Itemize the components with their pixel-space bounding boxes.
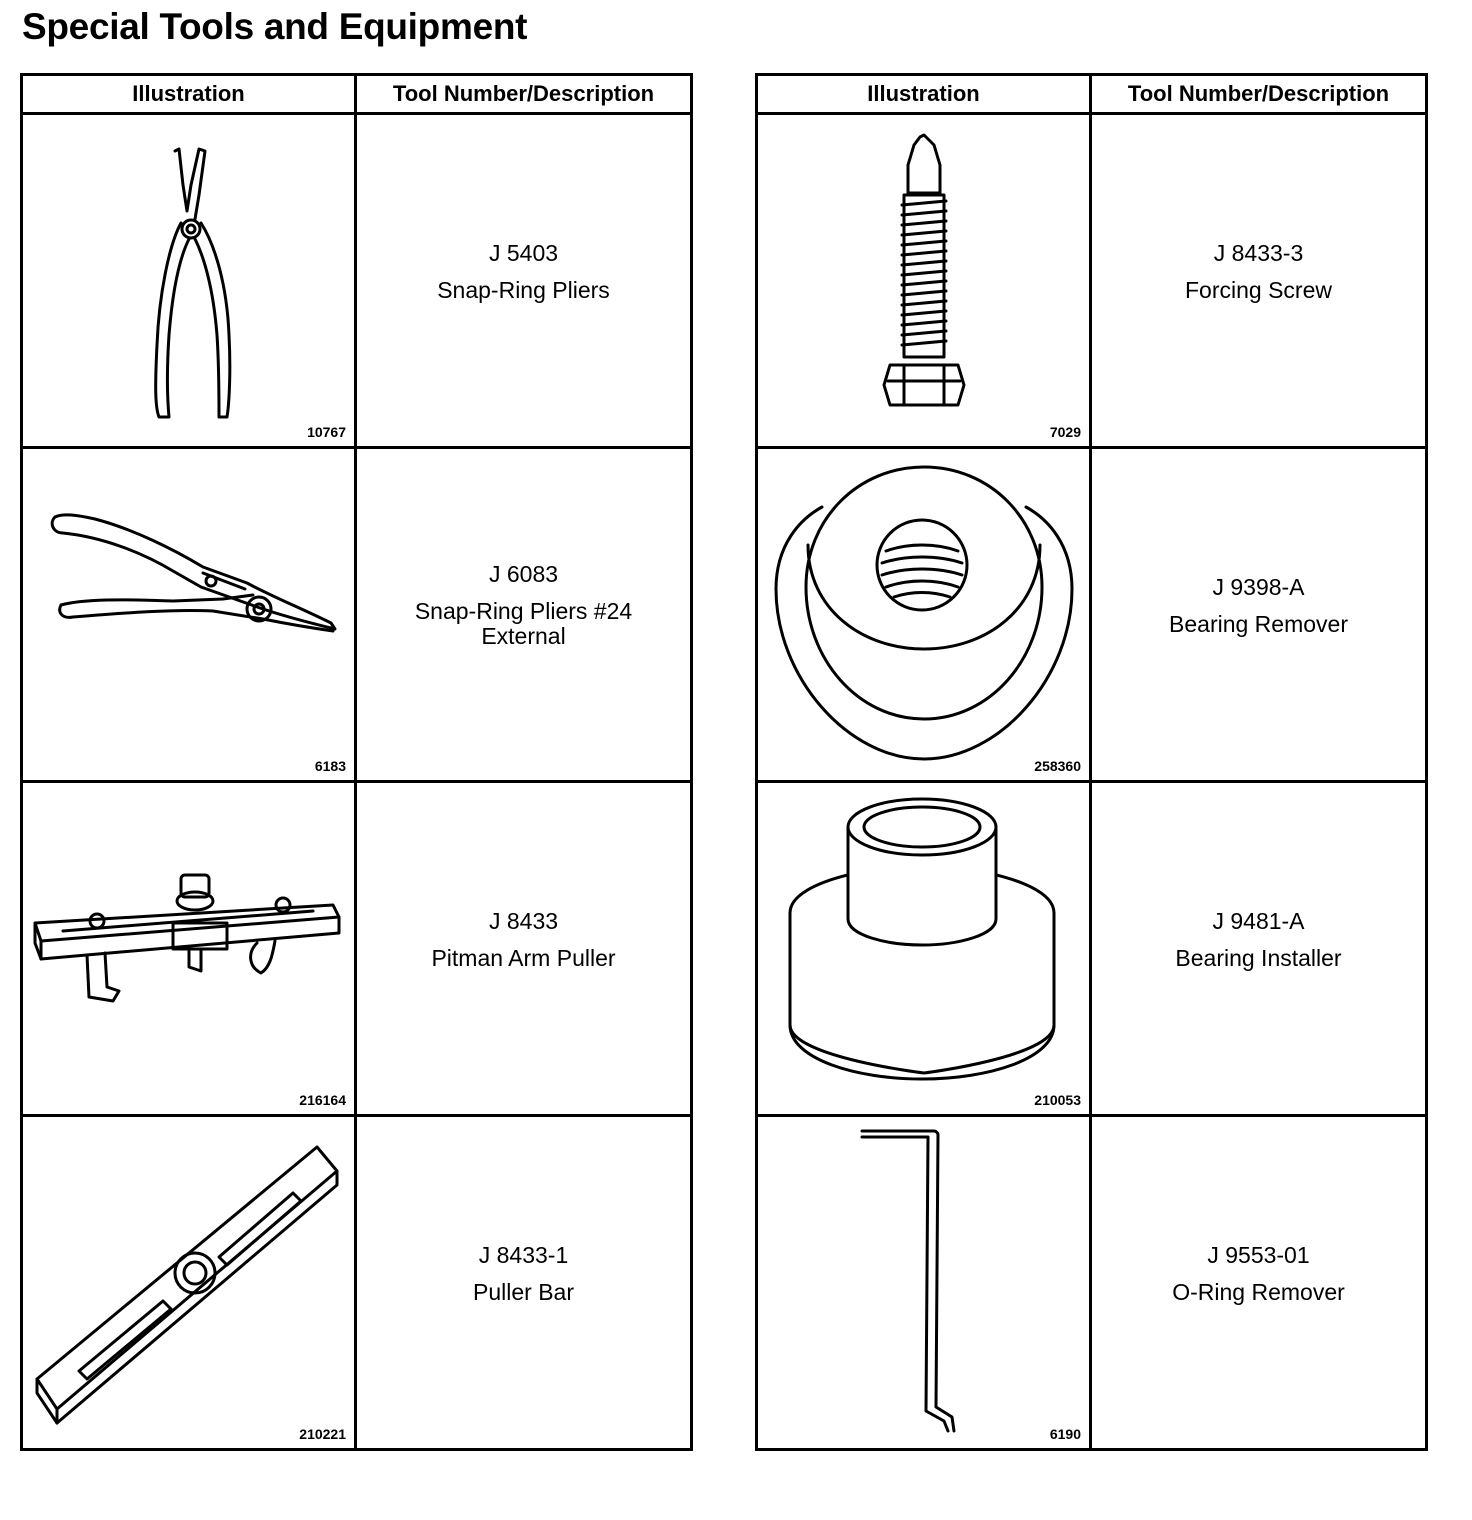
description-cell xyxy=(356,448,692,782)
description-header: Tool Number/Description xyxy=(356,75,692,114)
snap-ring-pliers-external-icon xyxy=(23,449,353,779)
tool-description: O-Ring Remover xyxy=(1172,1278,1345,1305)
tool-description-line2: External xyxy=(481,622,566,649)
figure-number: 210053 xyxy=(1034,1092,1081,1108)
table-row xyxy=(757,114,1427,448)
tools-table-right xyxy=(755,73,1428,1451)
table-row xyxy=(757,1116,1427,1450)
illustration-header: Illustration xyxy=(22,75,356,114)
illustration-cell xyxy=(757,114,1091,448)
table-row xyxy=(22,782,692,1116)
figure-number: 210221 xyxy=(299,1426,346,1442)
description-cell xyxy=(1091,114,1427,448)
description-cell xyxy=(1091,782,1427,1116)
illustration-cell xyxy=(22,114,356,448)
illustration-header: Illustration xyxy=(757,75,1091,114)
puller-bar-icon xyxy=(23,1117,353,1447)
tool-description: Pitman Arm Puller xyxy=(431,944,616,971)
illustration-cell xyxy=(757,1116,1091,1450)
tool-number: J 5403 xyxy=(488,239,559,266)
description-cell xyxy=(1091,448,1427,782)
table-row xyxy=(22,1116,692,1450)
table-header-row xyxy=(22,75,692,114)
tool-description: Snap-Ring Pliers xyxy=(437,276,610,303)
figure-number: 10767 xyxy=(307,424,346,440)
page-title: Special Tools and Equipment xyxy=(22,6,528,47)
bearing-remover-icon xyxy=(758,449,1088,779)
tool-description: Puller Bar xyxy=(473,1278,574,1305)
description-cell xyxy=(1091,1116,1427,1450)
illustration-cell xyxy=(757,782,1091,1116)
tool-number: J 8433-1 xyxy=(478,1241,569,1268)
tool-description: Bearing Remover xyxy=(1169,610,1348,637)
table-row xyxy=(757,782,1427,1116)
illustration-cell xyxy=(22,1116,356,1450)
snap-ring-pliers-icon xyxy=(23,115,353,445)
figure-number: 6190 xyxy=(1049,1426,1081,1442)
figure-number: 7029 xyxy=(1049,424,1081,440)
bearing-installer-icon xyxy=(758,783,1088,1113)
description-cell xyxy=(356,1116,692,1450)
tool-number: J 8433 xyxy=(488,907,559,934)
pitman-arm-puller-icon xyxy=(23,783,353,1113)
figure-number: 258360 xyxy=(1034,758,1081,774)
tools-table-left xyxy=(20,73,693,1451)
figure-number: 216164 xyxy=(299,1092,346,1108)
table-row xyxy=(22,114,692,448)
table-header-row xyxy=(757,75,1427,114)
illustration-cell xyxy=(757,448,1091,782)
o-ring-remover-icon xyxy=(758,1117,1088,1447)
description-cell xyxy=(356,114,692,448)
figure-number: 6183 xyxy=(314,758,346,774)
tool-number: J 8433-3 xyxy=(1213,239,1304,266)
tool-number: J 9481-A xyxy=(1212,907,1305,934)
tool-number: J 9553-01 xyxy=(1207,1241,1310,1268)
tool-number: J 9398-A xyxy=(1212,573,1305,600)
tool-description: Forcing Screw xyxy=(1185,276,1332,303)
tool-description: Snap-Ring Pliers #24 xyxy=(414,598,633,625)
tool-description: Bearing Installer xyxy=(1175,944,1342,971)
table-row xyxy=(22,448,692,782)
illustration-cell xyxy=(22,448,356,782)
tool-number: J 6083 xyxy=(488,561,559,588)
description-cell xyxy=(356,782,692,1116)
illustration-cell xyxy=(22,782,356,1116)
forcing-screw-icon xyxy=(758,115,1088,445)
description-header: Tool Number/Description xyxy=(1091,75,1427,114)
table-row xyxy=(757,448,1427,782)
